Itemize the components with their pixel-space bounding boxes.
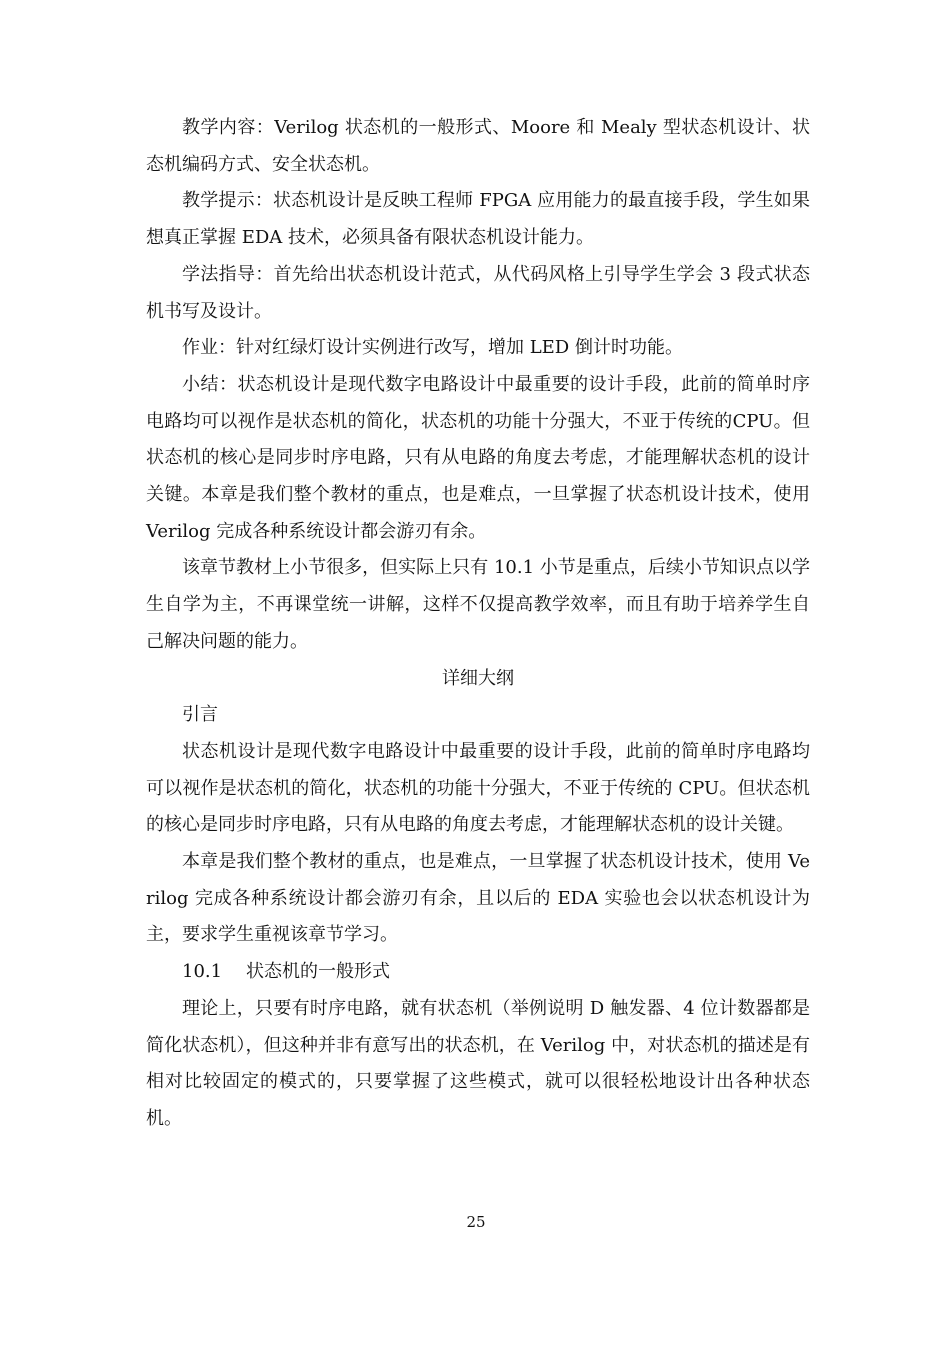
page-number: 25 — [466, 1213, 486, 1231]
homework-paragraph: 作业：针对红绿灯设计实例进行改写，增加 LED 倒计时功能。 — [182, 337, 683, 359]
summary-paragraph: 小结：状态机设计是现代数字电路设计中最重要的设计手段，此前的简单时序电路均可以视作是状态机的简化，状态机的功能十分强大，不亚于传统的CPU。但状态机的核心是同步时序电路，只有从电路的角度去考虑，才能理解状态机的设计关键。本章是我们整个教材的重点，也是难点，一旦掌握了状态机设计技术，使用 Verilog 完成各种系统设计都会游刃有余。 — [146, 373, 810, 542]
teaching-tips-paragraph: 教学提示：状态机设计是反映工程师 FPGA 应用能力的最直接手段，学生如果想真正掌握 EDA 技术，必须具备有限状态机设计能力。 — [146, 190, 810, 249]
intro-paragraph-1: 状态机设计是现代数字电路设计中最重要的设计手段，此前的简单时序电路均可以视作是状态机的简化，状态机的功能十分强大，不亚于传统的 CPU。但状态机的核心是同步时序电路，只有从电路的角度去考虑，才能理解状态机的设计关键。 — [146, 740, 810, 836]
teaching-content-paragraph: 教学内容：Verilog 状态机的一般形式、Moore 和 Mealy 型状态机设计、状态机编码方式、安全状态机。 — [146, 117, 810, 175]
section-number: 10.1 — [182, 961, 223, 983]
intro-heading: 引言 — [182, 704, 218, 726]
chapter-note-paragraph: 该章节教材上小节很多，但实际上只有 10.1 小节是重点，后续小节知识点以学生自学为主，不再课堂统一讲解，这样不仅提高教学效率，而且有助于培养学生自己解决问题的能力。 — [146, 557, 810, 652]
study-guide-paragraph: 学法指导：首先给出状态机设计范式，从代码风格上引导学生学会 3 段式状态机书写及设计。 — [146, 263, 810, 322]
section-title: 状态机的一般形式 — [246, 961, 390, 983]
intro-paragraph-2: 本章是我们整个教材的重点，也是难点，一旦掌握了状态机设计技术，使用 Verilog 完成各种系统设计都会游刃有余，且以后的 EDA 实验也会以状态机设计为主，要求学生重视该章节学习。 — [146, 851, 810, 946]
outline-title: 详细大纲 — [442, 667, 514, 689]
section-paragraph: 理论上，只要有时序电路，就有状态机（举例说明 D 触发器、4 位计数器都是简化状态机），但这种并非有意写出的状态机，在 Verilog 中，对状态机的描述是有相对比较固定的模式的，只要掌握了这些模式，就可以很轻松地设计出各种状态机。 — [146, 997, 810, 1129]
page-body — [146, 110, 810, 1138]
section-heading — [146, 954, 810, 991]
